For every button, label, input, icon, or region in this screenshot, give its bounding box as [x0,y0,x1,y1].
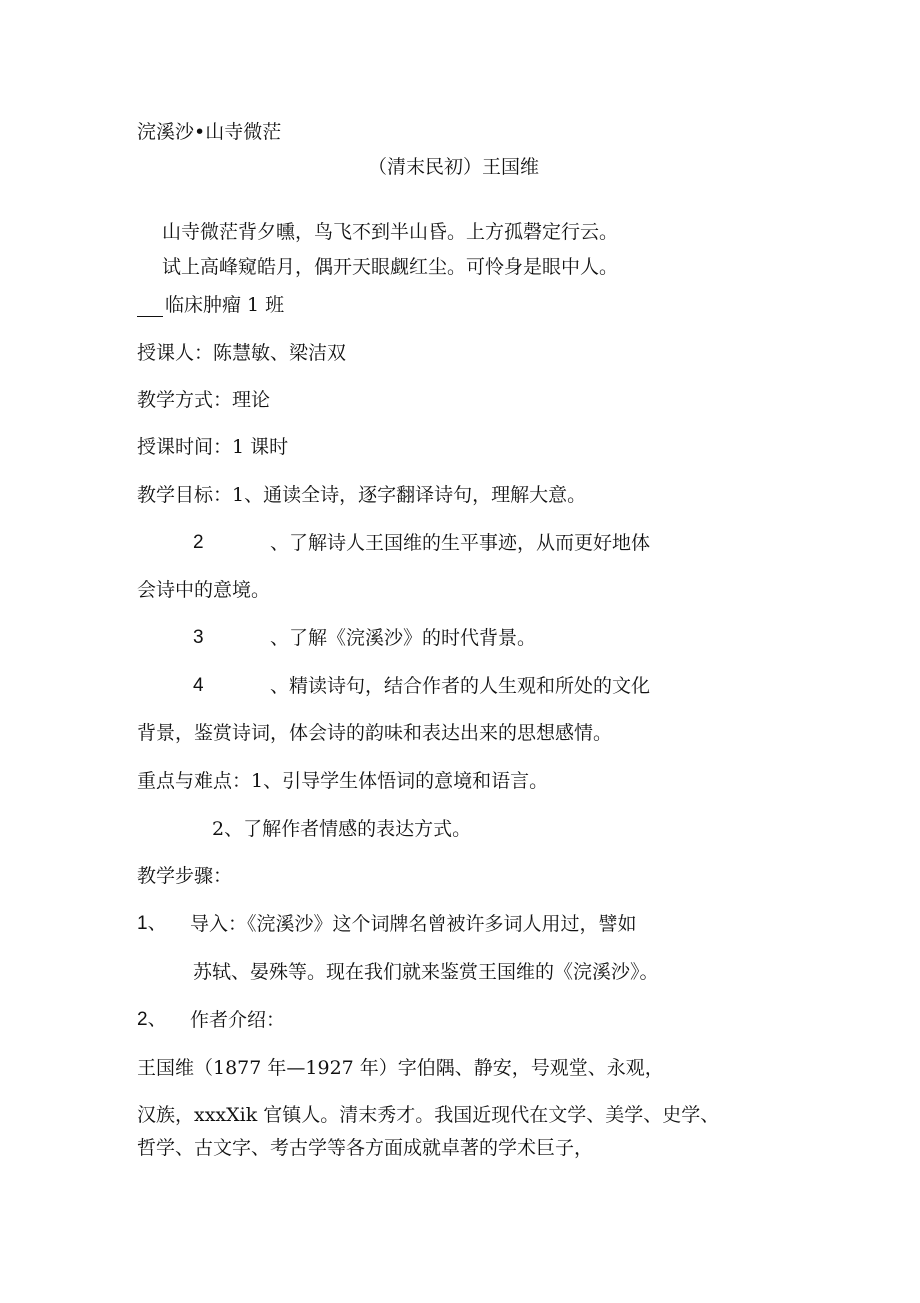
poem-author: （清末民初）王国维 [368,156,540,178]
objective-2-text: 、了解诗人王国维的生平事迹，从而更好地体 [270,532,651,554]
bio-line-2: 汉族，xxxXik 官镇人。清末秀才。我国近现代在文学、美学、史学、 [137,1104,720,1126]
step-2-number: 2、 [137,1009,167,1030]
step-1-number: 1、 [137,913,167,934]
objective-4-number: 4 [193,675,204,696]
objective-4-continued: 背景，鉴赏诗词，体会诗的韵味和表达出来的思想感情。 [137,722,613,744]
poem-line-2: 试上高峰窥皓月，偶开天眼觑红尘。可怜身是眼中人。 [162,256,619,278]
objective-3-number: 3 [193,627,204,648]
key-point-1: 重点与难点：1、引导学生体悟词的意境和语言。 [137,770,549,792]
objective-1: 教学目标：1、通读全诗，逐字翻译诗句，理解大意。 [137,484,587,506]
bio-line-3: 哲学、古文字、考古学等各方面成就卓著的学术巨子， [137,1137,594,1159]
teachers-line: 授课人：陈慧敏、梁洁双 [137,342,347,364]
objective-2-number: 2 [193,532,204,553]
time-line: 授课时间：1 课时 [137,436,289,458]
step-1-continued: 苏轼、晏殊等。现在我们就来鉴赏王国维的《浣溪沙》。 [193,961,659,983]
method-line: 教学方式：理论 [137,389,271,411]
step-1-text: 导入：《浣溪沙》这个词牌名曾被许多词人用过，譬如 [190,913,637,935]
class-line [137,293,284,317]
objective-4-text: 、精读诗句，结合作者的人生观和所处的文化 [270,675,651,697]
bio-line-1: 王国维（1877 年—1927 年）字伯隅、静安，号观堂、永观， [137,1057,664,1079]
steps-heading: 教学步骤： [137,865,233,887]
step-2-text: 作者介绍： [190,1009,286,1031]
poem-title: 浣溪沙•山寺微茫 [137,121,282,143]
class-name: 临床肿瘤 1 班 [165,294,285,316]
objective-3-text: 、了解《浣溪沙》的时代背景。 [270,627,537,649]
poem-line-1: 山寺微茫背夕曛，鸟飞不到半山昏。上方孤磬定行云。 [162,221,619,243]
key-point-2: 2、了解作者情感的表达方式。 [212,818,472,840]
objective-2-continued: 会诗中的意境。 [137,579,271,601]
blank-underline [137,298,163,317]
